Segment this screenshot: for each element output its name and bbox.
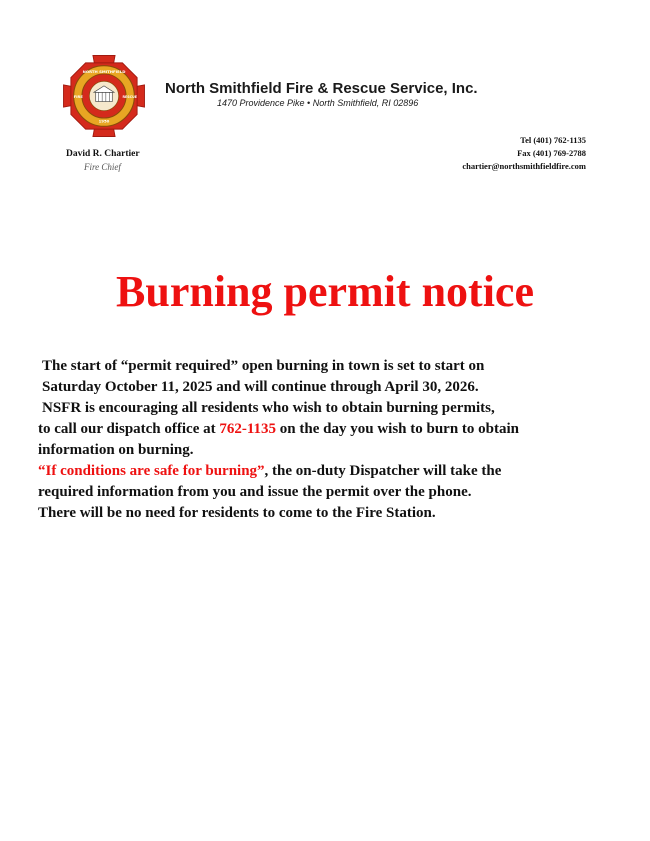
safety-condition-quote: “If conditions are safe for burning” — [38, 463, 265, 479]
body-line-4-end: on the day you wish to burn to obtain — [276, 421, 520, 437]
body-line-1: The start of “permit required” open burning in town is set to start on — [42, 358, 485, 374]
body-line-2: Saturday October 11, 2025 and will continue through April 30, 2026. — [42, 379, 479, 395]
body-line-6-end: , the on-duty Dispatcher will take the — [264, 463, 502, 479]
body-line-4-start: to call our dispatch office at — [38, 421, 220, 437]
email-address[interactable]: chartier@northsmithfieldfire.com — [462, 161, 586, 171]
fire-department-badge-logo — [58, 50, 150, 142]
logo-bottom-text: 1950 — [98, 118, 110, 124]
notice-body — [38, 356, 608, 524]
body-line-3: NSFR is encouraging all residents who wish to obtain burning permits, — [42, 400, 495, 416]
body-line-7: required information from you and issue the permit over the phone. — [38, 484, 472, 500]
body-line-8: There will be no need for residents to come to the Fire Station. — [38, 505, 436, 521]
logo-top-text: NORTH SMITHFIELD — [82, 69, 126, 74]
body-line-4 — [38, 419, 608, 440]
notice-title: Burning permit notice — [116, 267, 534, 316]
dispatch-phone-number: 762-1135 — [219, 421, 277, 437]
telephone-number: Tel (401) 762-1135 — [520, 135, 586, 145]
body-line-5: information on burning. — [38, 442, 194, 458]
chief-name: David R. Chartier — [66, 149, 140, 159]
organization-address: 1470 Providence Pike • North Smithfield, RI 02896 — [217, 98, 419, 108]
chief-title: Fire Chief — [84, 162, 121, 172]
organization-name: North Smithfield Fire & Rescue Service, Inc. — [165, 80, 478, 97]
logo-left-text: FIRE — [73, 94, 83, 99]
logo-right-text: RESCUE — [122, 94, 138, 99]
body-line-6 — [38, 461, 608, 482]
contact-block — [462, 134, 586, 173]
fax-number: Fax (401) 769-2788 — [517, 148, 586, 158]
